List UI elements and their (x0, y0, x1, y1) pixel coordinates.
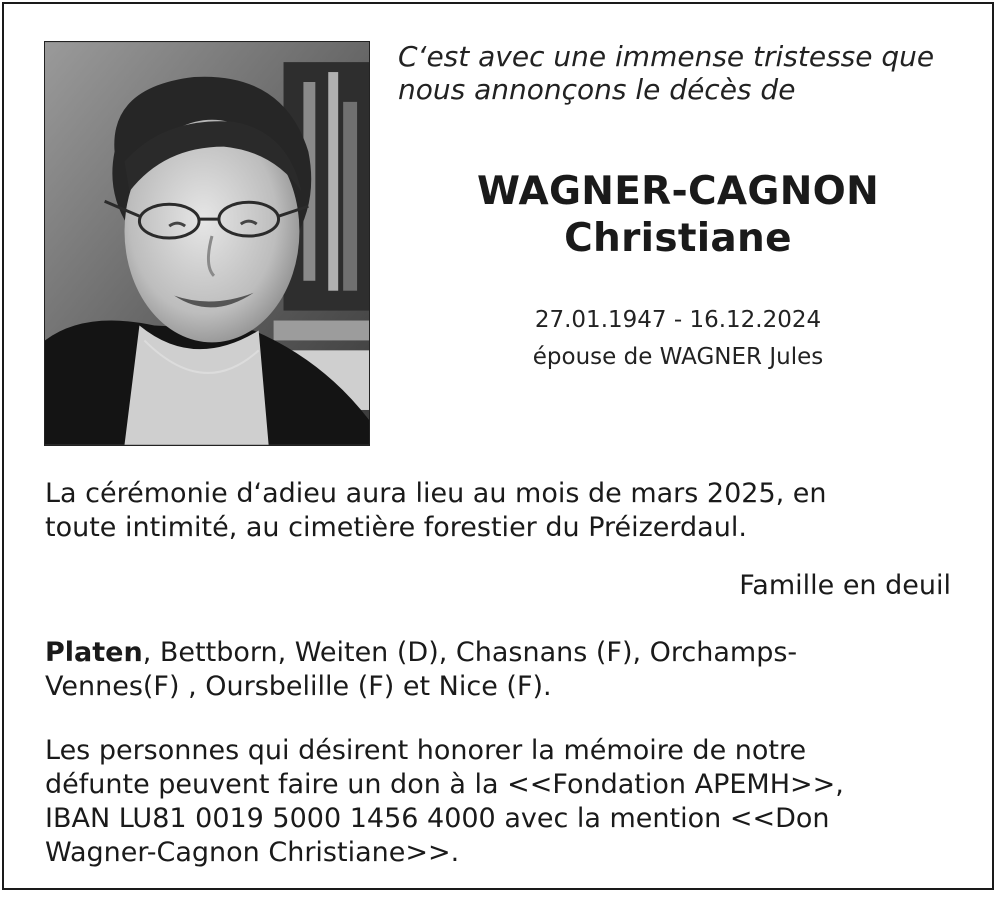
family-signature: Famille en deuil (739, 570, 951, 601)
ceremony-line: La cérémonie d‘adieu aura lieu au mois de mars 2025, en (45, 478, 827, 509)
life-dates: 27.01.1947 - 16.12.2024 (534, 307, 822, 333)
deceased-first-name: Christiane (564, 216, 792, 261)
deceased-name (398, 168, 958, 262)
donation-line: défunte peuvent faire un don à la <<Fondation APEMH>>, (45, 769, 844, 800)
donation-paragraph (45, 734, 955, 870)
portrait-illustration (45, 42, 369, 445)
places-bold-place: Platen (45, 637, 143, 668)
donation-line: Wagner-Cagnon Christiane>>. (45, 837, 460, 868)
intro-line: nous annonçons le décès de (398, 73, 796, 106)
donation-line: Les personnes qui désirent honorer la mémoire de notre (45, 735, 807, 766)
places-line-rest: , Bettborn, Weiten (D), Chasnans (F), Orchamps- (142, 637, 798, 668)
spouse-line: épouse de WAGNER Jules (532, 344, 824, 370)
ceremony-paragraph (45, 477, 955, 545)
portrait-photo (44, 41, 370, 446)
ceremony-line: toute intimité, au cimetière forestier du Préizerdaul. (45, 512, 747, 543)
donation-line: IBAN LU81 0019 5000 1456 4000 avec la mention <<Don (45, 803, 830, 834)
places-line: Vennes(F) , Oursbelille (F) et Nice (F). (45, 671, 552, 702)
places-paragraph (45, 636, 955, 704)
deceased-surname: WAGNER-CAGNON (476, 169, 880, 214)
places-line (45, 636, 955, 670)
intro-text (398, 40, 978, 106)
intro-line: C‘est avec une immense tristesse que (398, 40, 935, 73)
